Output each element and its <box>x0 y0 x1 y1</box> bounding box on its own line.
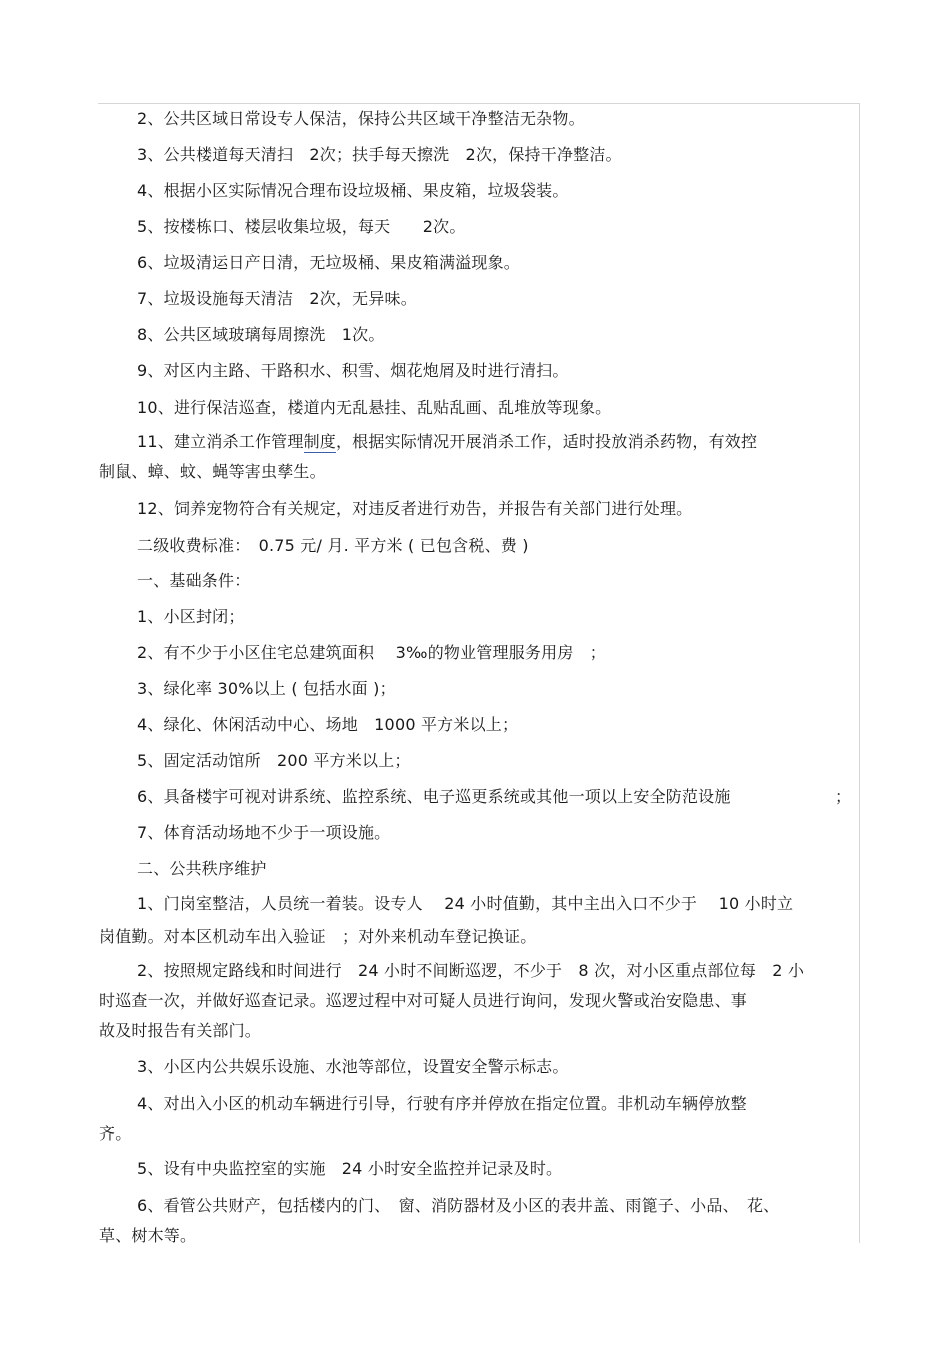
fee-standard: 二级收费标准： 0.75 元/ 月. 平方米 ( 已包含税、费 ) <box>137 536 529 555</box>
section-heading-order: 二、公共秩序维护 <box>137 859 267 878</box>
order-item-1: 1、门岗室整洁，人员统一着装。设专人 24 小时值勤，其中主出入口不少于 10 小时立 <box>137 894 794 913</box>
page-border-top <box>98 103 860 104</box>
basic-item-2: 2、有不少于小区住宅总建筑面积 3‰的物业管理服务用房 ； <box>137 643 606 662</box>
order-item-6: 6、看管公共财产，包括楼内的门、 窗、消防器材及小区的表井盖、雨篦子、小品、 花、 <box>137 1196 780 1215</box>
order-item-1-cont: 岗值勤。对本区机动车出入验证 ；对外来机动车登记换证。 <box>99 927 537 946</box>
cleaning-item-3: 3、公共楼道每天清扫 2次；扶手每天擦洗 2次，保持干净整洁。 <box>137 145 622 164</box>
cleaning-item-11 <box>137 432 757 452</box>
cleaning-item-12: 12、饲养宠物符合有关规定，对违反者进行劝告，并报告有关部门进行处理。 <box>137 499 693 518</box>
cleaning-item-6: 6、垃圾清运日产日清，无垃圾桶、果皮箱满溢现象。 <box>137 253 520 272</box>
order-item-5: 5、设有中央监控室的实施 24 小时安全监控并记录及时。 <box>137 1159 563 1178</box>
basic-item-3: 3、绿化率 30%以上 ( 包括水面 )； <box>137 679 396 698</box>
order-item-3: 3、小区内公共娱乐设施、水池等部位，设置安全警示标志。 <box>137 1057 569 1076</box>
section-heading-basic: 一、基础条件： <box>137 571 251 590</box>
cleaning-item-4: 4、根据小区实际情况合理布设垃圾桶、果皮箱，垃圾袋装。 <box>137 181 569 200</box>
order-item-2-cont1: 时巡查一次，并做好巡查记录。巡逻过程中对可疑人员进行询问，发现火警或治安隐患、事 <box>99 991 748 1010</box>
cleaning-item-10: 10、进行保洁巡查，楼道内无乱悬挂、乱贴乱画、乱堆放等现象。 <box>137 398 612 417</box>
basic-item-1: 1、小区封闭； <box>137 607 245 626</box>
basic-item-7: 7、体育活动场地不少于一项设施。 <box>137 823 391 842</box>
basic-item-5: 5、固定活动馆所 200 平方米以上； <box>137 751 411 770</box>
system-link[interactable]: 制度 <box>303 432 336 451</box>
cleaning-item-9: 9、对区内主路、干路积水、积雪、烟花炮屑及时进行清扫。 <box>137 361 569 380</box>
cleaning-item-5: 5、按楼栋口、楼层收集垃圾，每天 2次。 <box>137 217 466 236</box>
item-11-text-b: ，根据实际情况开展消杀工作，适时投放消杀药物，有效控 <box>335 432 758 451</box>
page-border-right <box>859 103 860 1243</box>
order-item-2: 2、按照规定路线和时间进行 24 小时不间断巡逻，不少于 8 次，对小区重点部位每 2 小 <box>137 961 805 980</box>
basic-item-6: 6、具备楼宇可视对讲系统、监控系统、电子巡更系统或其他一项以上安全防范设施 <box>137 787 731 806</box>
order-item-4-cont: 齐。 <box>99 1124 132 1143</box>
cleaning-item-8: 8、公共区域玻璃每周擦洗 1次。 <box>137 325 385 344</box>
order-item-2-cont2: 故及时报告有关部门。 <box>99 1021 262 1040</box>
basic-item-6-end: ； <box>835 787 852 806</box>
cleaning-item-2: 2、公共区域日常设专人保洁，保持公共区域干净整洁无杂物。 <box>137 109 585 128</box>
cleaning-item-11-cont: 制鼠、蟑、蚊、蝇等害虫孳生。 <box>99 462 326 481</box>
order-item-4: 4、对出入小区的机动车辆进行引导，行驶有序并停放在指定位置。非机动车辆停放整 <box>137 1094 747 1113</box>
cleaning-item-7: 7、垃圾设施每天清洁 2次，无异味。 <box>137 289 417 308</box>
item-11-text-a: 11、建立消杀工作管理 <box>137 432 304 451</box>
order-item-6-cont: 草、树木等。 <box>99 1226 197 1245</box>
basic-item-4: 4、绿化、休闲活动中心、场地 1000 平方米以上； <box>137 715 519 734</box>
